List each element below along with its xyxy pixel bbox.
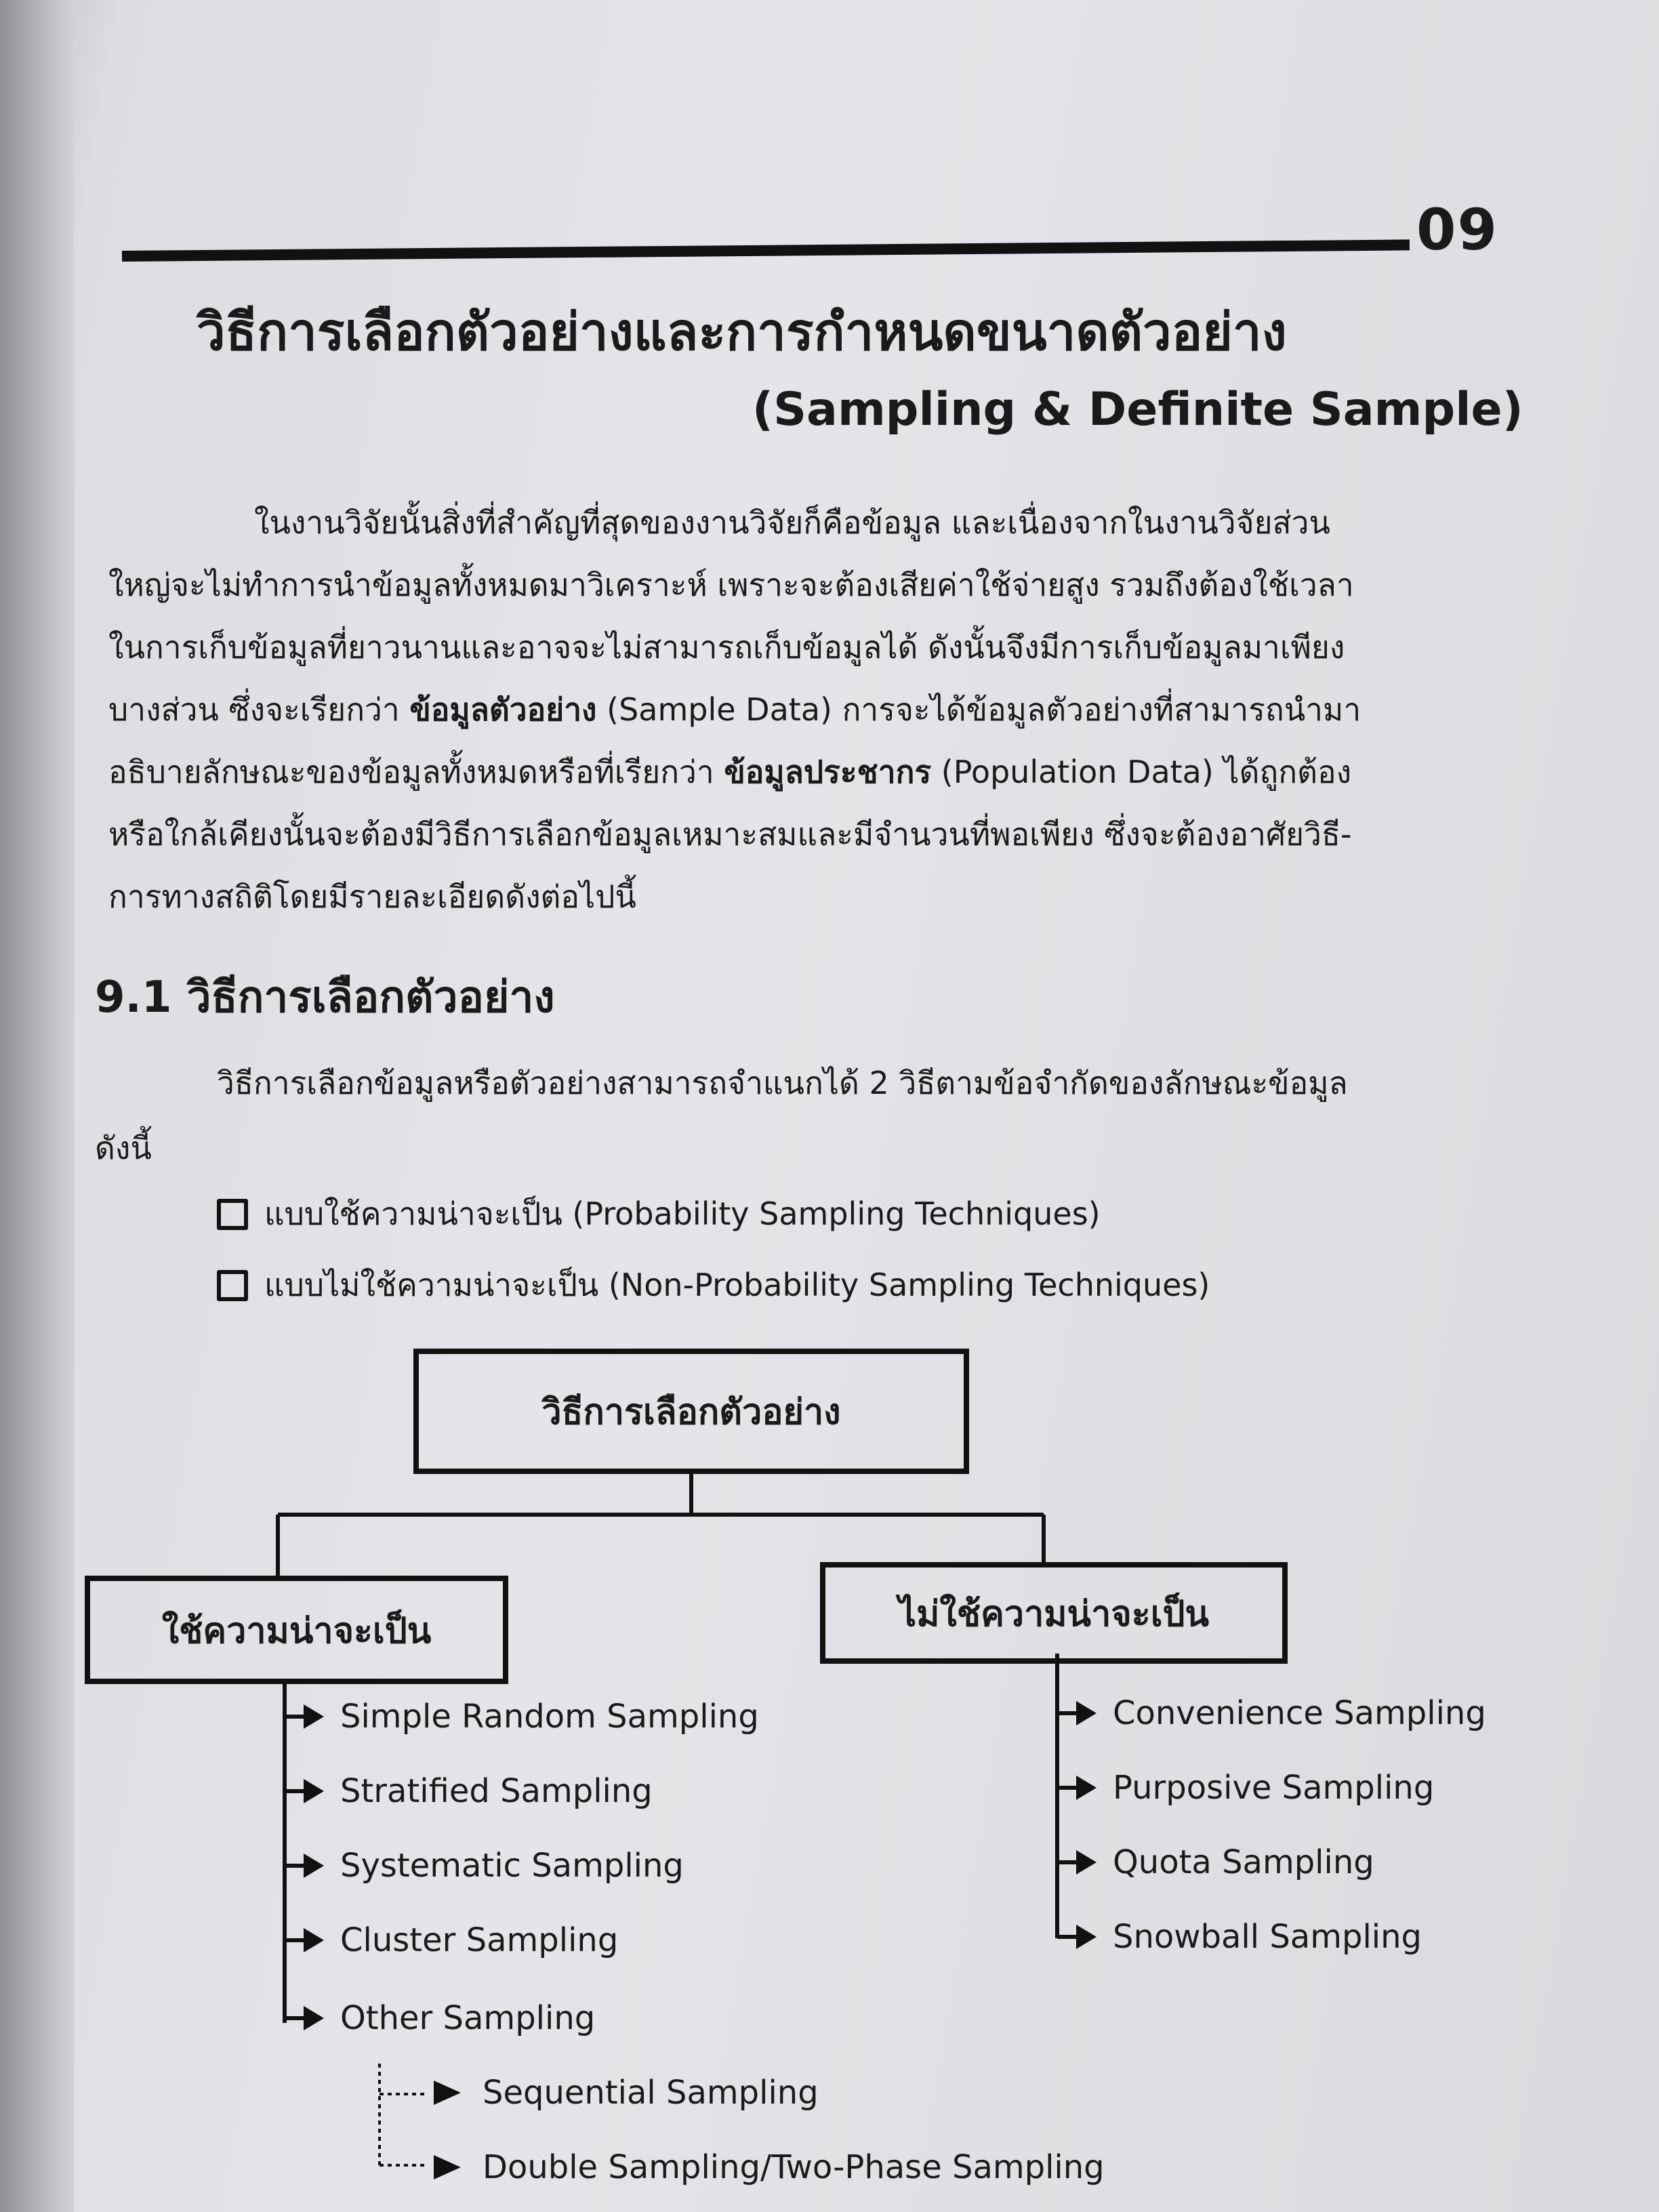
text: อธิบายลักษณะของข้อมูลทั้งหมดหรือที่เรียกว่า: [108, 754, 724, 790]
intro-line: วิธีการเลือกข้อมูลหรือตัวอย่างสามารถจำแนกได้ 2 วิธีตามข้อจำกัดของลักษณะข้อมูล: [217, 1065, 1348, 1101]
method-other: [285, 1999, 595, 2037]
method-label: Quota Sampling: [1113, 1843, 1374, 1881]
section-heading: 9.1 วิธีการเลือกตัวอย่าง: [95, 972, 555, 1023]
text: บางส่วน ซึ่งจะเรียกว่า: [108, 691, 410, 728]
method-snowball: [1057, 1918, 1422, 1956]
method-label: Snowball Sampling: [1113, 1918, 1422, 1956]
method-systematic: [285, 1847, 684, 1885]
method-double-sampling: [427, 2148, 1105, 2186]
arrow-right-icon: [285, 1778, 325, 1805]
method-sequential: [427, 2074, 819, 2112]
chapter-number: 09: [1416, 197, 1498, 263]
chapter-title-thai: วิธีการเลือกตัวอย่างและการกำหนดขนาดตัวอย่าง: [197, 302, 1287, 362]
arrow-right-icon: [1057, 1849, 1098, 1876]
paragraph-line: ในงานวิจัยนั้นสิ่งที่สำคัญที่สุดของงานวิจัยก็คือข้อมูล และเนื่องจากในงานวิจัยส่วน: [254, 504, 1330, 541]
diagram-root-box: วิธีการเลือกตัวอย่าง: [413, 1349, 969, 1474]
text: (Sample Data) การจะได้ข้อมูลตัวอย่างที่สามารถนำมา: [596, 691, 1361, 728]
method-simple-random: [285, 1698, 759, 1736]
chapter-title-english: (Sampling & Definite Sample): [752, 383, 1523, 436]
method-convenience: [1057, 1694, 1486, 1732]
arrow-right-icon: [1057, 1700, 1098, 1727]
arrow-right-icon: [285, 1927, 325, 1954]
method-cluster: [285, 1921, 618, 1959]
diagram-probability-box: ใช้ความน่าจะเป็น: [85, 1576, 508, 1684]
bullet-text: แบบไม่ใช้ความน่าจะเป็น (Non-Probability Sampling Techniques): [264, 1267, 1210, 1303]
method-quota: [1057, 1843, 1374, 1881]
arrow-right-icon: [285, 1852, 325, 1879]
intro-line: ดังนี้: [95, 1130, 152, 1166]
arrow-right-icon: [1057, 1774, 1098, 1801]
method-label: Convenience Sampling: [1113, 1694, 1486, 1732]
paragraph-line: ในการเก็บข้อมูลที่ยาวนานและอาจจะไม่สามารถเก็บข้อมูลได้ ดังนั้นจึงมีการเก็บข้อมูลมาเพียง: [108, 629, 1345, 665]
paragraph-line: การทางสถิติโดยมีรายละเอียดดังต่อไปนี้: [108, 878, 636, 915]
method-label: Cluster Sampling: [340, 1921, 619, 1959]
paragraph-line: หรือใกล้เคียงนั้นจะต้องมีวิธีการเลือกข้อมูลเหมาะสมและมีจำนวนที่พอเพียง ซึ่งจะต้องอาศัยวิธี-: [108, 816, 1352, 853]
method-label: Other Sampling: [340, 1999, 596, 2037]
arrow-right-icon: [285, 2005, 325, 2032]
paragraph-line: ใหญ่จะไม่ทำการนำข้อมูลทั้งหมดมาวิเคราะห์ เพราะจะต้องเสียค่าใช้จ่ายสูง รวมถึงต้องใช้เวลา: [108, 567, 1354, 603]
method-label: Simple Random Sampling: [340, 1698, 759, 1736]
term-sample-data: ข้อมูลตัวอย่าง: [409, 691, 597, 728]
method-label: Sequential Sampling: [483, 2074, 819, 2112]
arrow-right-icon: [427, 2154, 468, 2181]
arrow-right-icon: [1057, 1923, 1098, 1950]
method-stratified: [285, 1772, 653, 1810]
bullet-text: แบบใช้ความน่าจะเป็น (Probability Sampling Techniques): [264, 1195, 1101, 1232]
method-label: Purposive Sampling: [1113, 1769, 1435, 1807]
method-label: Stratified Sampling: [340, 1772, 653, 1810]
text: (Population Data) ได้ถูกต้อง: [931, 754, 1352, 790]
method-label: Double Sampling/Two-Phase Sampling: [483, 2148, 1105, 2186]
arrow-right-icon: [427, 2079, 468, 2106]
method-label: Systematic Sampling: [340, 1847, 684, 1885]
diagram-non-probability-box: ไม่ใช้ความน่าจะเป็น: [820, 1562, 1288, 1664]
term-population-data: ข้อมูลประชากร: [724, 754, 932, 790]
arrow-right-icon: [285, 1703, 325, 1730]
method-purposive: [1057, 1769, 1434, 1807]
